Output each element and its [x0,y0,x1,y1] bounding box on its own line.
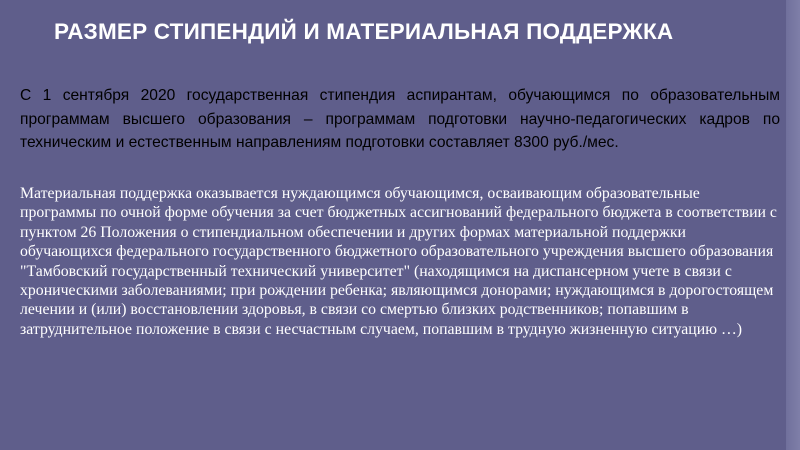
slide-right-edge [786,0,800,450]
material-support-paragraph: Материальная поддержка оказывается нуждающимся обучающимся, осваивающим образовательные программы по очной форме обучения за счет бюджетных ассигнований федерального бюджета в соответствии с пунктом 26 Положения о стипендиальном обеспечении и других формах материальной поддержки обучающихся федерального государственного бюджетного образовательного учреждения высшего образования "Тамбовский государственный технический университет" (находящимся на диспансерном учете в связи с хроническими заболеваниями; при рождении ребенка; являющимся донорами; нуждающимся в дорогостоящем лечении и (или) восстановлении здоровья, в связи со смертью близких родственников; попавшим в затруднительное положение в связи с несчастным случаем, попавшим в трудную жизненную ситуацию …) [20,185,777,338]
slide-title: РАЗМЕР СТИПЕНДИЙ И МАТЕРИАЛЬНАЯ ПОДДЕРЖКА [54,19,674,44]
stipend-amount-paragraph: С 1 сентября 2020 государственная стипендия аспирантам, обучающимся по образовательным программам высшего образования – программам подготовки научно-педагогических кадров по техническим и естественным направлениям подготовки составляет 8300 руб./мес. [20,87,780,151]
